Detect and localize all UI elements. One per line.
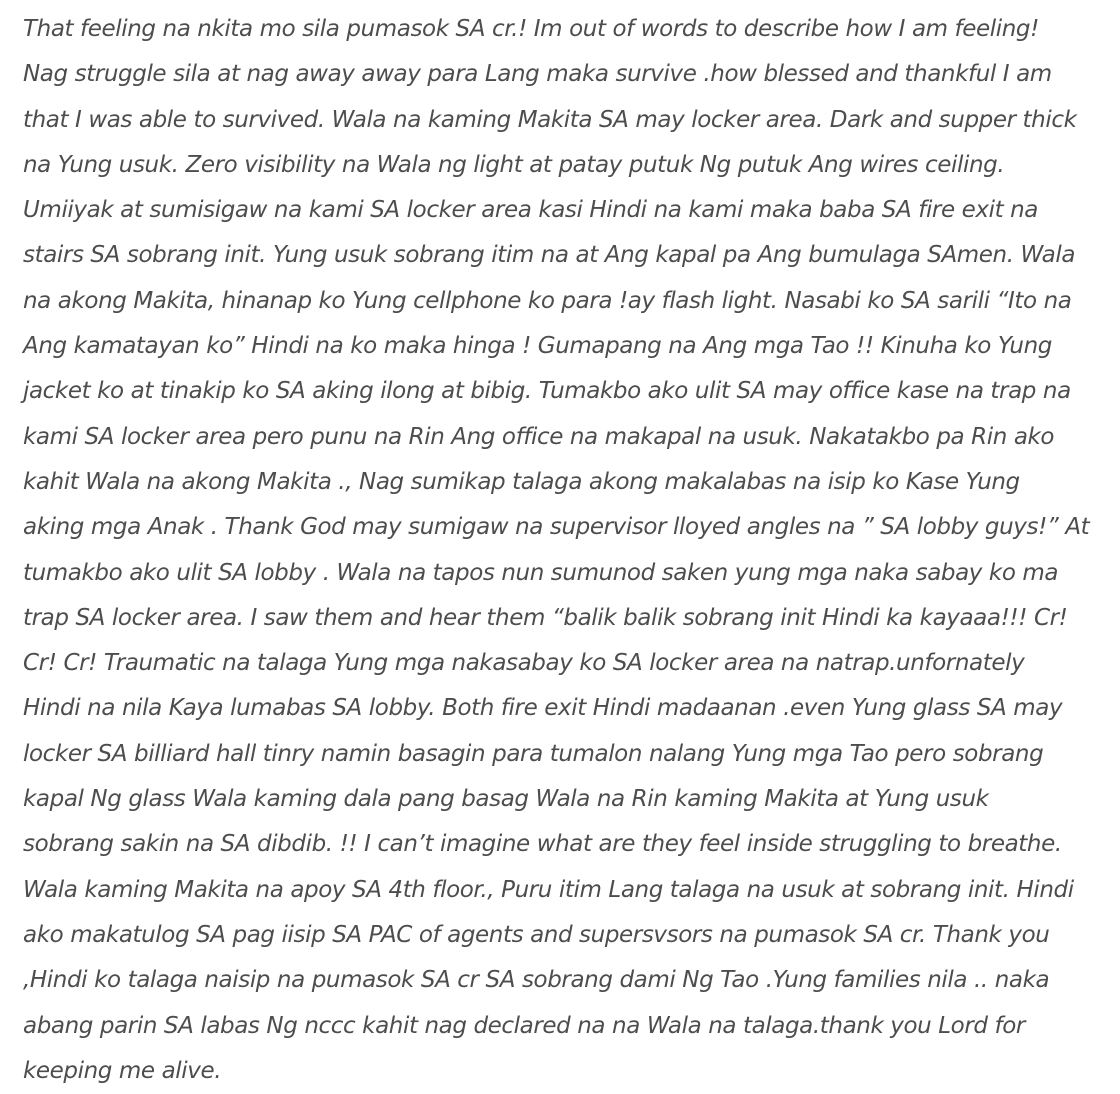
text-line: trap SA locker area. I saw them and hear them “balik balik sobrang init Hindi ka kayaaa!!! Cr! — [23, 604, 1068, 631]
text-line: that I was able to survived. Wala na kaming Makita SA may locker area. Dark and supper thick — [23, 106, 1077, 133]
text-line: jacket ko at tinakip ko SA aking ilong at bibig. Tumakbo ako ulit SA may office kase na trap na — [23, 378, 1071, 405]
text-line: abang parin SA labas Ng nccc kahit nag declared na na Wala na talaga.thank you Lord for — [23, 1012, 1025, 1039]
text-line: Cr! Cr! Traumatic na talaga Yung mga nakasabay ko SA locker area na natrap.unfornately — [23, 650, 1025, 677]
text-line: Wala kaming Makita na apoy SA 4th floor., Puru itim Lang talaga na usuk at sobrang init. Hindi — [23, 876, 1074, 903]
text-line: locker SA billiard hall tinry namin basagin para tumalon nalang Yung mga Tao pero sobrang — [23, 740, 1044, 767]
post-body — [23, 7, 1103, 1094]
text-line: stairs SA sobrang init. Yung usuk sobrang itim na at Ang kapal pa Ang bumulaga SAmen. Wala — [23, 242, 1076, 269]
text-line: Nag struggle sila at nag away away para Lang maka survive .how blessed and thankful I am — [23, 61, 1052, 88]
text-line: aking mga Anak . Thank God may sumigaw na supervisor lloyed angles na ” SA lobby guys!” At — [23, 514, 1090, 541]
text-line: ako makatulog SA pag iisip SA PAC of agents and supersvsors na pumasok SA cr. Thank you — [23, 921, 1050, 948]
text-line: kahit Wala na akong Makita ., Nag sumikap talaga akong makalabas na isip ko Kase Yung — [23, 468, 1020, 495]
text-line: tumakbo ako ulit SA lobby . Wala na tapos nun sumunod saken yung mga naka sabay ko ma — [23, 559, 1059, 586]
text-line: ,Hindi ko talaga naisip na pumasok SA cr SA sobrang dami Ng Tao .Yung families nila .. naka — [23, 967, 1050, 994]
text-line: na akong Makita, hinanap ko Yung cellphone ko para !ay flash light. Nasabi ko SA sarili “Ito na — [23, 287, 1072, 314]
text-line: keeping me alive. — [23, 1057, 222, 1084]
text-line: kapal Ng glass Wala kaming dala pang basag Wala na Rin kaming Makita at Yung usuk — [23, 786, 989, 813]
text-line: That feeling na nkita mo sila pumasok SA cr.! Im out of words to describe how I am feeling! — [23, 16, 1039, 42]
text-line: kami SA locker area pero punu na Rin Ang office na makapal na usuk. Nakatakbo pa Rin ako — [23, 423, 1055, 450]
text-line: sobrang sakin na SA dibdib. !! I can’t imagine what are they feel inside struggling to breathe. — [23, 831, 1062, 858]
text-line: na Yung usuk. Zero visibility na Wala ng light at patay putuk Ng putuk Ang wires ceiling. — [23, 151, 1005, 178]
text-line: Ang kamatayan ko” Hindi na ko maka hinga ! Gumapang na Ang mga Tao !! Kinuha ko Yung — [23, 333, 1052, 360]
text-line: Hindi na nila Kaya lumabas SA lobby. Both fire exit Hindi madaanan .even Yung glass SA may — [23, 695, 1063, 722]
text-line: Umiiyak at sumisigaw na kami SA locker area kasi Hindi na kami maka baba SA fire exit na — [23, 197, 1039, 224]
